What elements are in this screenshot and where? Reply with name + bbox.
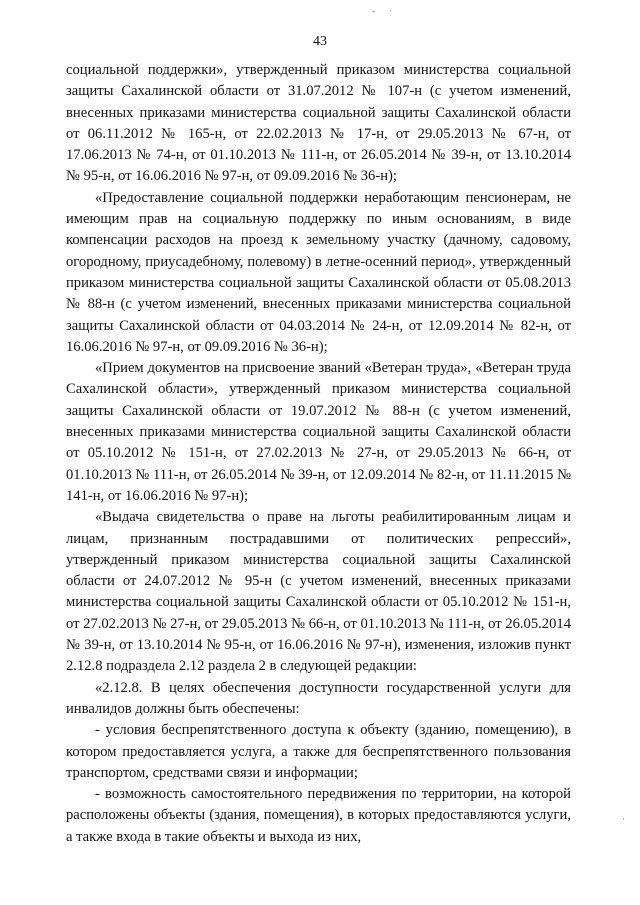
scan-artifact-side: ·	[622, 814, 625, 824]
paragraph-continuation: социальной поддержки», утвержденный приказом министерства социальной защиты Сахалинской области от 31.07.2012 № 107-н (с учетом изменений, внесенных приказами министерства социальной защиты Сахалинской области от 06.11.2012 № 165-н, от 22.02.2013 № 17-н, от 29.05.2013 № 67-н, от 17.06.2013 № 74-н, от 01.10.2013 № 111-н, от 26.05.2014 № 39-н, от 13.10.2014 № 95-н, от 16.06.2016 № 97-н, от 09.09.2016 № 36-н);	[66, 62, 571, 185]
paragraph-rehabilitated-persons: «Выдача свидетельства о праве на льготы реабилитированным лицам и лицам, признанным пострадавшими от политических репрессий», утвержденный приказом министерства социальной защиты Сахалинской области от 24.07.2012 № 95-н (с учетом изменений, внесенных приказами министерства социальной защиты Сахалинской области от 05.10.2012 № 151-н, от 27.02.2013 № 27-н, от 29.05.2013 № 66-н, от 01.10.2013 № 111-н, от 26.05.2014 № 39-н, от 13.10.2014 № 95-н, от 16.06.2016 № 97-н), изменения, изложив пункт 2.12.8 подраздела 2.12 раздела 2 в следующей редакции:	[66, 509, 571, 675]
document-body	[66, 60, 571, 848]
paragraph-pensioners-compensation: «Предоставление социальной поддержки неработающим пенсионерам, не имеющим прав на социальную поддержку по иным основаниям, в виде компенсации расходов на проезд к земельному участку (дачному, садовому, огородному, приусадебному, полевому) в летне-осенний период», утвержденный приказом министерства социальной защиты Сахалинской области от 05.08.2013 № 88-н (с учетом изменений, внесенных приказами министерства социальной защиты Сахалинской области от 04.03.2014 № 24-н, от 12.09.2014 № 82-н, от 16.06.2016 № 97-н, от 09.09.2016 № 36-н);	[66, 189, 571, 355]
scan-artifact-top: - ·	[372, 6, 399, 16]
page-number: 43	[313, 34, 327, 49]
list-item-access-conditions: - условия беспрепятственного доступа к объекту (зданию, помещению), в котором предоставляется услуга, а также для беспрепятственного пользования транспортом, средствами связи и информации;	[66, 722, 571, 781]
list-item-independent-movement: - возможность самостоятельного передвижения по территории, на которой расположены объекты (здания, помещения), в которых предоставляются услуги, а также входа в такие объекты и выхода из них,	[66, 786, 571, 845]
paragraph-veteran-of-labor: «Прием документов на присвоение званий «Ветеран труда», «Ветеран труда Сахалинской области», утвержденный приказом министерства социальной защиты Сахалинской области от 19.07.2012 № 88-н (с учетом изменений, внесенных приказами министерства социальной защиты Сахалинской области от 05.10.2012 № 151-н, от 27.02.2013 № 27-н, от 29.05.2013 № 66-н, от 01.10.2013 № 111-н, от 26.05.2014 № 39-н, от 12.09.2014 № 82-н, от 11.11.2015 № 141-н, от 16.06.2016 № 97-н);	[66, 360, 571, 504]
paragraph-clause-2-12-8: «2.12.8. В целях обеспечения доступности государственной услуги для инвалидов должны быть обеспечены:	[66, 679, 571, 717]
